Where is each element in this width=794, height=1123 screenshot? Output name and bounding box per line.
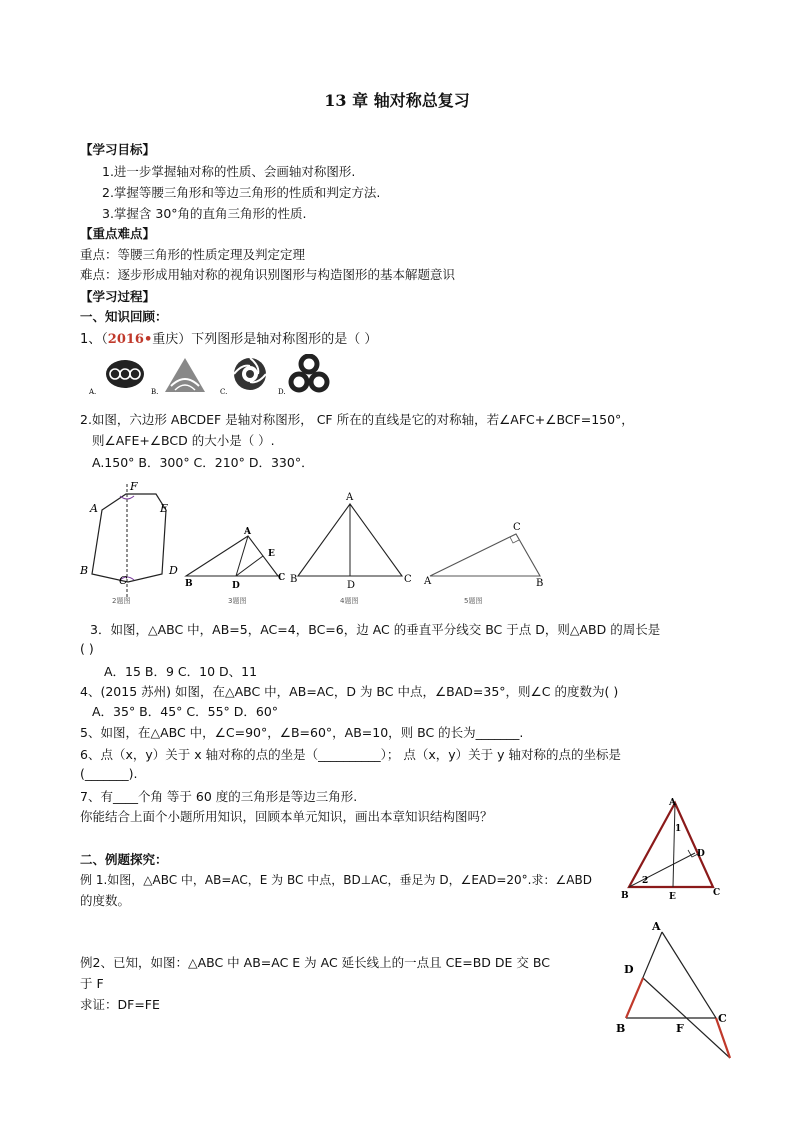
q1-option-c: C. (220, 388, 228, 396)
example-1-line1: 例 1.如图，△ABC 中，AB=AC，E 为 BC 中点，BD⊥AC，垂足为 D，∠EAD=20°.求：∠ABD (80, 873, 592, 887)
ex2-label-d: D (624, 963, 634, 976)
ex1-label-2: 2 (642, 876, 649, 886)
fig4-label-a: A (346, 492, 354, 503)
q1-option-d: D. (278, 388, 286, 396)
keypoints-heading: 【重点难点】 (80, 226, 156, 241)
fig5-label-c: C (513, 522, 521, 533)
objective-item: 1.进一步掌握轴对称的性质、会画轴对称图形. (102, 164, 356, 179)
objectives-heading: 【学习目标】 (80, 142, 156, 157)
q1-option-a: A. (89, 388, 97, 396)
fig3-label-a: A (244, 527, 251, 537)
page-title: 13 章 轴对称总复习 (324, 91, 470, 110)
fig5-label-a: A (424, 576, 432, 587)
ring-logo-icon (106, 360, 144, 388)
section-heading: 二、例题探究： (80, 852, 168, 867)
hex-label-f: F (130, 480, 138, 493)
question-7: 7、有____个角 等于 60 度的三角形是等边三角形. (80, 789, 358, 804)
question-4-options: A．35° B．45° C．55° D．60° (92, 704, 279, 719)
question-6-line1: 6、点（x，y）关于 x 轴对称的点的坐是（__________）； 点（x，y）关于 y 轴对称的点的坐标是 (80, 747, 621, 762)
hexagon-figure (79, 480, 178, 605)
hex-label-c: C (119, 574, 128, 587)
review-prompt: 你能结合上面个小题所用知识，回顾本单元知识，画出本章知识结构图吗？ (80, 809, 493, 824)
circles-logo-icon (291, 356, 327, 390)
ex1-label-d: D (697, 849, 705, 859)
difficult-point: 难点：逐步形成用轴对称的视角识别图形与构造图形的基本解题意识 (80, 267, 456, 282)
hex-label-a: A (90, 502, 98, 515)
q1-year-tag: 2016• (107, 332, 153, 347)
mountain-logo-icon (165, 358, 205, 392)
q1-option-b: B. (151, 388, 159, 396)
ex1-label-b: B (621, 891, 629, 901)
q1-options-figure (85, 354, 355, 400)
question-3-line2: ( ) (80, 641, 94, 656)
caption-fig3: 3题图 (228, 597, 247, 605)
process-heading: 【学习过程】 (80, 289, 156, 304)
caption-fig2: 2题图 (112, 597, 131, 605)
fig4-label-d: D (347, 580, 356, 591)
question-5: 5、如图，在△ABC 中，∠C=90°，∠B=60°，AB=10，则 BC 的长为_______. (80, 725, 524, 740)
question-2-options: A.150° B．300° C．210° D．330°． (92, 455, 314, 470)
ex1-label-a: A (669, 798, 676, 808)
example-1-figure (615, 795, 725, 905)
fig5-triangle (423, 522, 543, 605)
example-2-line2: 于 F (80, 976, 104, 991)
fig4-triangle (290, 492, 412, 605)
question-1 (80, 328, 377, 347)
example-2-line3: 求证：DF=FE (80, 997, 160, 1012)
ex2-label-a: A (652, 920, 661, 933)
q1-suffix: 重庆）下列图形是轴对称图形的是（ ） (152, 332, 378, 347)
fig5-label-b: B (536, 578, 544, 589)
example-1-line2: 的度数。 (80, 893, 131, 908)
question-3-line1: 3．如图，△ABC 中，AB=5，AC=4，BC=6，边 AC 的垂直平分线交 BC 于点 D，则△ABD 的周长是 (90, 622, 661, 637)
q1-prefix: 1、（ (80, 332, 108, 347)
figures-row (70, 478, 560, 608)
caption-fig5: 5题图 (464, 597, 483, 605)
example-2-figure (612, 918, 742, 1063)
objective-item: 2.掌握等腰三角形和等边三角形的性质和判定方法. (102, 185, 381, 200)
fig4-label-c: C (404, 574, 412, 585)
section-heading: 一、知识回顾： (80, 309, 168, 324)
ex2-label-c: C (718, 1012, 727, 1025)
ex2-label-f: F (676, 1022, 684, 1035)
ex2-label-b: B (616, 1022, 626, 1035)
question-3-options: A．15 B．9 C．10 D、11 (104, 664, 258, 679)
fig4-label-b: B (290, 574, 298, 585)
ex1-label-c: C (713, 888, 721, 898)
fig3-label-c: C (278, 573, 286, 583)
hex-label-e: E (160, 502, 169, 515)
question-2-line1: 2.如图，六边形 ABCDEF 是轴对称图形， CF 所在的直线是它的对称轴，若∠AFC+∠BCF=150°， (80, 412, 634, 427)
example-2-line1: 例2、已知，如图：△ABC 中 AB=AC E 为 AC 延长线上的一点且 CE=BD DE 交 BC (80, 955, 550, 970)
caption-fig4: 4题图 (340, 597, 359, 605)
question-4-line1: 4、(2015 苏州) 如图，在△ABC 中，AB=AC，D 为 BC 中点，∠BAD=35°，则∠C 的度数为( ) (80, 684, 619, 699)
ex1-label-e: E (669, 892, 676, 902)
fig3-triangle (185, 527, 285, 605)
fig3-label-b: B (185, 579, 193, 589)
objective-item: 3.掌握含 30°角的直角三角形的性质. (102, 206, 307, 221)
question-2-line2: 则∠AFE+∠BCD 的大小是（ ）. (92, 433, 275, 448)
hex-label-d: D (169, 564, 178, 577)
fig3-label-e: E (268, 549, 275, 559)
spiral-logo-icon (234, 358, 266, 390)
ex1-label-1: 1 (675, 824, 682, 834)
key-point: 重点：等腰三角形的性质定理及判定定理 (80, 247, 306, 262)
fig3-label-d: D (232, 581, 240, 591)
question-6-line2: (_______). (80, 766, 138, 781)
hex-label-b: B (80, 564, 89, 577)
